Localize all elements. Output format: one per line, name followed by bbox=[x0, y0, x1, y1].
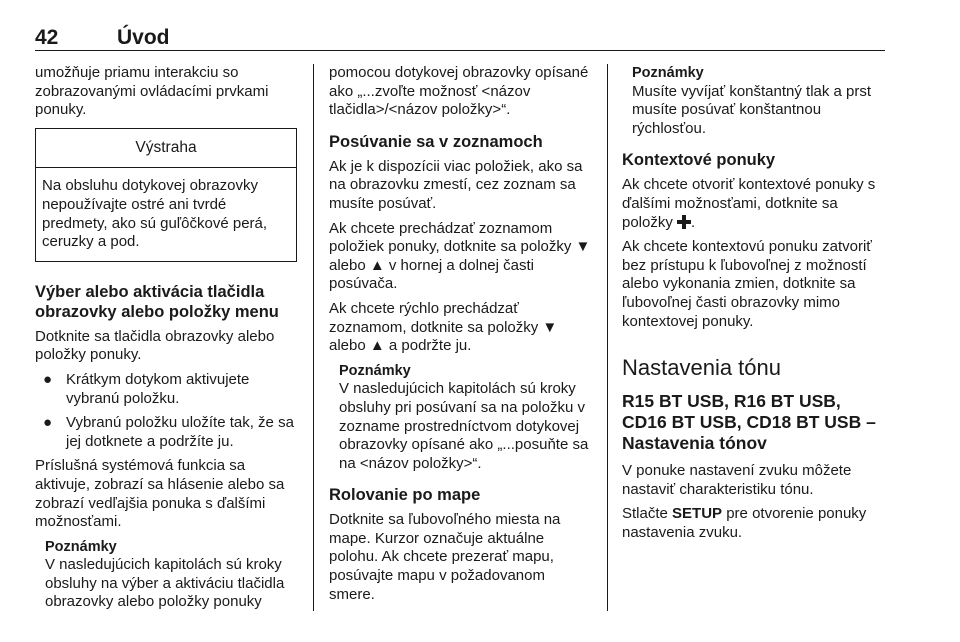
warning-box bbox=[35, 128, 297, 262]
note-text: V nasledujúcich kapitolách sú kroky obsluhy pri posúvaní sa na položku v zozname prostredníctvom dotykovej obrazovky opísané ako „...posuňte sa na <názov položky>“. bbox=[339, 380, 589, 472]
setup-text: Stlačte SETUP pre otvorenie ponuky nastavenia zvuku. bbox=[622, 505, 867, 541]
note-text: V nasledujúcich kapitolách sú kroky obsluhy na výber a aktiváciu tlačidla obrazovky alebo položky ponuky bbox=[45, 556, 285, 611]
intro-text: umožňuje priamu interakciu so zobrazovanými ovládacími prvkami ponuky. bbox=[35, 64, 269, 119]
heading-select-activate: Výber alebo aktivácia tlačidla obrazovky alebo položky menu bbox=[35, 282, 279, 321]
list-item: ● Krátkym dotykom aktivujete vybranú položku. bbox=[43, 370, 250, 407]
map-text: Dotknite sa ľubovoľného miesta na mape. Kurzor označuje aktuálne polohu. Ak chcete prezerať mapu, posúvajte mapu v požadovanom smere. bbox=[329, 511, 561, 603]
note-box bbox=[622, 64, 886, 138]
heading-map-scroll: Rolovanie po mape bbox=[329, 486, 481, 505]
heading-models: R15 BT USB, R16 BT USB, CD16 BT USB, CD18 BT USB – Nastavenia tónov bbox=[622, 391, 876, 454]
warning-text: Na obsluhu dotykovej obrazovky nepoužívajte ostré ani tvrdé predmety, ako sú guľôčkové perá, ceruzky a pod. bbox=[42, 177, 268, 251]
context-text-2: Ak chcete kontextovú ponuku zatvoriť bez prístupu k ľubovoľnej z možností alebo vykonania zmien, dotknite sa ľubovoľnej časti obrazovky mimo kontextovej ponuky. bbox=[622, 238, 872, 330]
header-rule bbox=[35, 50, 885, 51]
warning-title: Výstraha bbox=[36, 129, 296, 169]
note-box bbox=[329, 362, 591, 474]
column-divider-left bbox=[313, 64, 314, 611]
note-title: Poznámky bbox=[339, 362, 411, 379]
scroll-text-1: Ak je k dispozícii viac položiek, ako sa na obrazovku zmestí, cez zoznam sa musíte posúvať. bbox=[329, 157, 583, 212]
note-title: Poznámky bbox=[632, 65, 704, 81]
function-text: Príslušná systémová funkcia sa aktivuje, zobrazí sa hlásenie alebo sa zobrazí vedľajšia ponuka s ďalšími možnosťami. bbox=[35, 457, 285, 531]
list-item: ● Vybranú položku uložíte tak, že sa jej dotknete a podržíte ju. bbox=[43, 414, 294, 450]
note-text: Musíte vyvíjať konštantný tlak a prst musíte posúvať konštantnou rýchlosťou. bbox=[632, 82, 872, 137]
heading-tone-settings: Nastavenia tónu bbox=[622, 355, 781, 381]
setup-key-label: SETUP bbox=[672, 505, 723, 523]
heading-scroll-lists: Posúvanie sa v zoznamoch bbox=[329, 132, 543, 151]
page-number: 42 bbox=[35, 26, 59, 49]
bullet-icon: ● bbox=[43, 414, 53, 432]
bullet-list bbox=[35, 371, 297, 451]
continued-text: pomocou dotykovej obrazovky opísané ako „...zvoľte možnosť <názov tlačidla>/<názov položky>“. bbox=[329, 64, 589, 119]
select-text: Dotknite sa tlačidla obrazovky alebo položky ponuky. bbox=[35, 327, 275, 364]
bullet-icon: ● bbox=[43, 370, 53, 388]
column-3 bbox=[622, 64, 886, 549]
column-divider-right bbox=[607, 64, 608, 611]
column-2 bbox=[329, 64, 591, 610]
scroll-text-2: Ak chcete prechádzať zoznamom položiek ponuky, dotknite sa položky ▼ alebo ▲ v hornej a dolnej časti posúvača. bbox=[329, 219, 591, 293]
note-box bbox=[35, 538, 297, 612]
scroll-text-3: Ak chcete rýchlo prechádzať zoznamom, dotknite sa položky ▼ alebo ▲ a podržte ju. bbox=[329, 299, 558, 355]
heading-context-menus: Kontextové ponuky bbox=[622, 151, 776, 170]
note-title: Poznámky bbox=[45, 538, 117, 555]
page-header bbox=[35, 26, 885, 52]
context-text-1: Ak chcete otvoriť kontextové ponuky s ďalšími možnosťami, dotknite sa položky . bbox=[622, 176, 876, 231]
plus-icon bbox=[677, 215, 691, 229]
column-1 bbox=[35, 64, 297, 620]
page-title: Úvod bbox=[117, 26, 170, 49]
tone-text: V ponuke nastavení zvuku môžete nastaviť charakteristiku tónu. bbox=[622, 462, 852, 498]
